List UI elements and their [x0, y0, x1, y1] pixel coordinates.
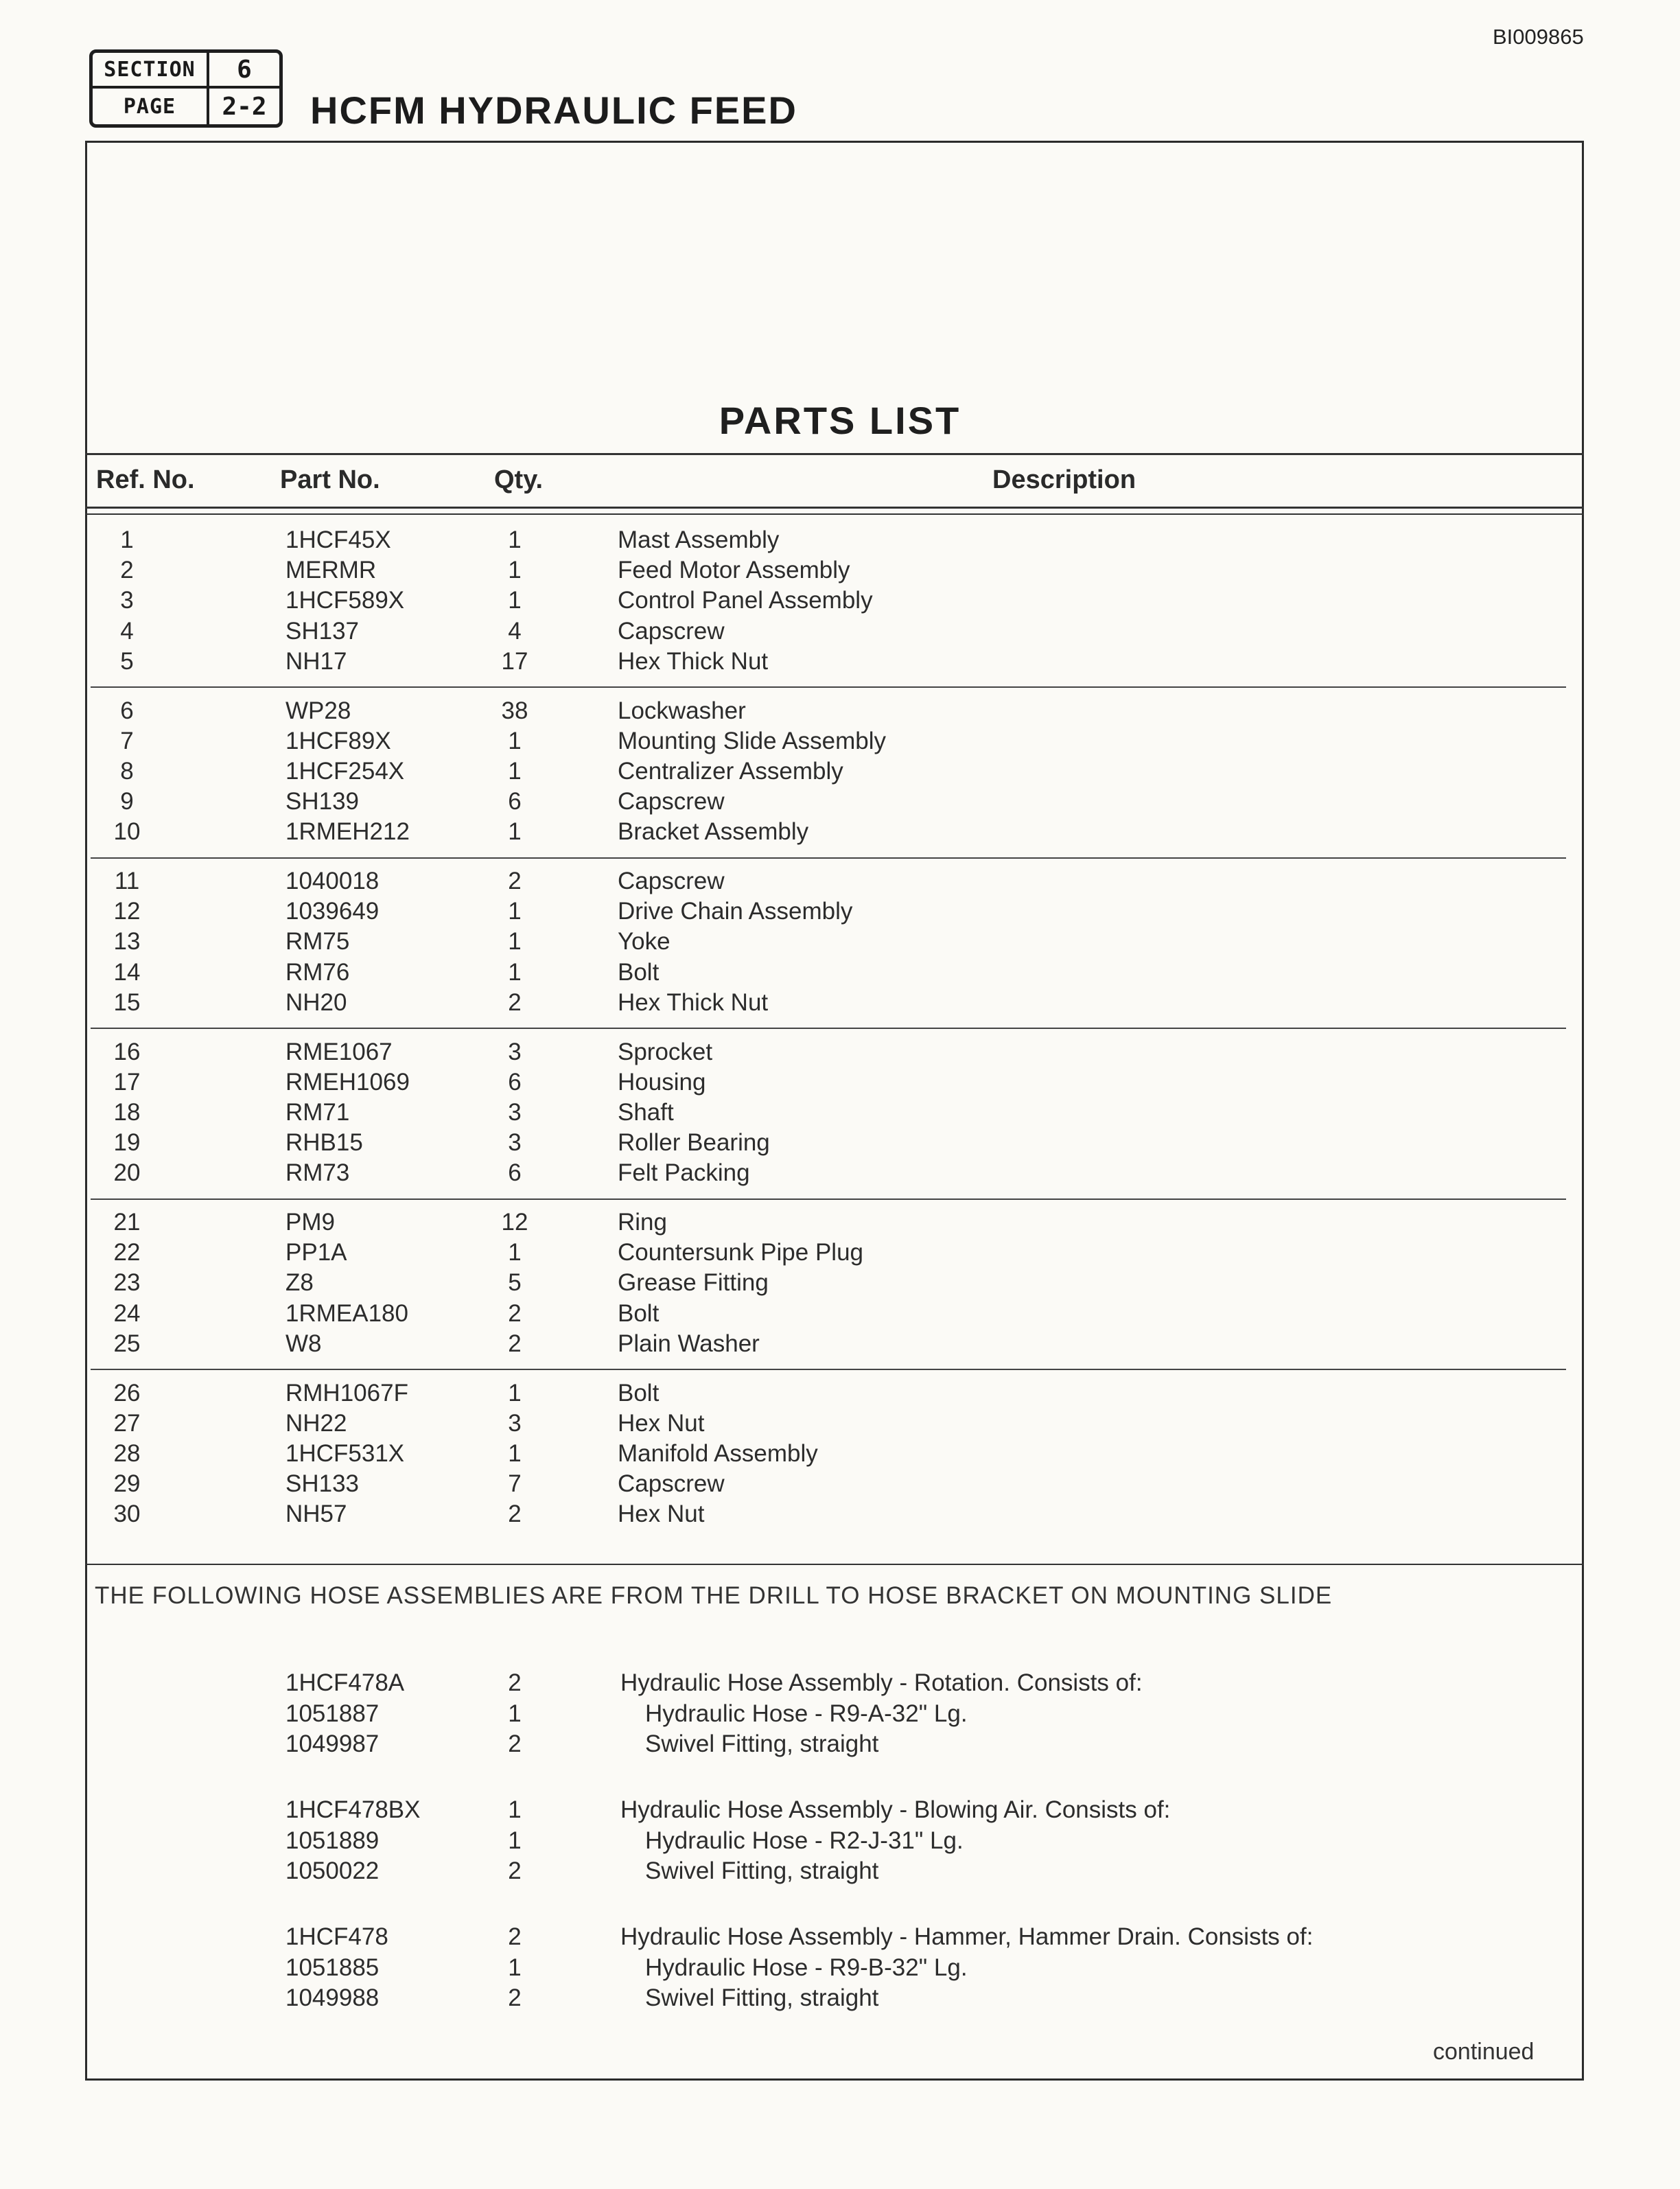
part-no: NH17: [285, 647, 347, 675]
part-no: RM73: [285, 1159, 350, 1187]
ref-no: 17: [113, 1068, 141, 1096]
hose-qty: 2: [508, 1984, 522, 2011]
ref-no: 20: [113, 1159, 141, 1187]
hose-description: Swivel Fitting, straight: [645, 1857, 879, 1884]
part-no: 1HCF45X: [285, 526, 391, 553]
ref-no: 5: [120, 647, 134, 675]
part-no: RME1067: [285, 1038, 393, 1065]
qty: 2: [508, 1299, 522, 1327]
description: Centralizer Assembly: [618, 757, 843, 785]
qty: 17: [501, 647, 528, 675]
part-no: RM75: [285, 928, 350, 955]
hose-qty: 1: [508, 1700, 522, 1727]
hose-part-no: 1HCF478BX: [285, 1796, 421, 1823]
document-id: BI009865: [1493, 25, 1584, 49]
part-no: 1040018: [285, 868, 380, 894]
hose-qty: 1: [508, 1796, 522, 1823]
ref-no: 18: [113, 1098, 141, 1126]
part-no: SH137: [285, 617, 360, 645]
hose-part-no: 1049988: [285, 1984, 380, 2011]
ref-no: 8: [120, 757, 134, 785]
hose-qty: 2: [508, 1669, 522, 1696]
part-no: SH139: [285, 788, 360, 815]
description: Grease Fitting: [618, 1269, 769, 1297]
hose-description: Hydraulic Hose - R2-J-31" Lg.: [645, 1827, 964, 1854]
part-no: 1HCF531X: [285, 1439, 405, 1467]
description: Felt Packing: [618, 1159, 750, 1187]
hose-assemblies-note: THE FOLLOWING HOSE ASSEMBLIES ARE FROM THE DRILL TO HOSE BRACKET ON MOUNTING SLIDE: [95, 1582, 1333, 1609]
ref-no: 2: [120, 557, 134, 584]
part-no: 1HCF589X: [285, 587, 405, 614]
part-no: SH133: [285, 1470, 360, 1498]
qty: 12: [501, 1209, 528, 1236]
qty: 1: [508, 1439, 522, 1467]
parts-list-heading: [0, 398, 1680, 443]
section-page-badge: [89, 49, 283, 128]
qty: 6: [508, 1068, 522, 1096]
ref-no: 3: [120, 587, 134, 614]
qty: 5: [508, 1269, 522, 1297]
ref-no: 4: [120, 617, 134, 645]
ref-no: 23: [113, 1269, 141, 1297]
description: Shaft: [618, 1098, 674, 1126]
hose-part-no: 1HCF478A: [285, 1669, 405, 1696]
parts-list-heading-text: PARTS LIST: [719, 399, 961, 442]
description: Bracket Assembly: [618, 818, 809, 846]
hose-qty: 1: [508, 1827, 522, 1854]
part-no: PP1A: [285, 1239, 347, 1266]
description: Ring: [618, 1209, 667, 1236]
qty: 2: [508, 1330, 522, 1357]
header-qty: Qty.: [494, 465, 544, 494]
ref-no: 26: [113, 1379, 141, 1406]
part-no: 1039649: [285, 898, 380, 925]
qty: 3: [508, 1038, 522, 1065]
ref-no: 21: [113, 1209, 141, 1236]
ref-no: 22: [113, 1239, 141, 1266]
section-value: 6: [209, 53, 279, 89]
part-no: RMEH1069: [285, 1068, 410, 1096]
ref-no: 16: [113, 1038, 141, 1065]
header-ref-no: Ref. No.: [96, 465, 195, 494]
description: Bolt: [618, 958, 660, 986]
group-divider: [91, 1369, 1566, 1370]
hose-section-rule: [85, 1564, 1584, 1565]
part-no: RMH1067F: [285, 1379, 408, 1406]
header-bottom-rule: [85, 507, 1584, 509]
qty: 1: [508, 928, 522, 955]
ref-no: 24: [113, 1299, 141, 1327]
hose-qty: 2: [508, 1923, 522, 1950]
ref-no: 6: [120, 697, 134, 724]
description: Sprocket: [618, 1038, 713, 1065]
description: Bolt: [618, 1379, 660, 1406]
description: Housing: [618, 1068, 706, 1096]
qty: 3: [508, 1098, 522, 1126]
part-no: MERMR: [285, 557, 377, 584]
ref-no: 13: [113, 928, 141, 955]
qty: 1: [508, 587, 522, 614]
hose-description: Hydraulic Hose Assembly - Rotation. Consists of:: [620, 1669, 1143, 1696]
ref-no: 9: [120, 788, 134, 815]
qty: 1: [508, 958, 522, 986]
part-no: RM76: [285, 958, 350, 986]
description: Capscrew: [618, 868, 725, 894]
qty: 6: [508, 1159, 522, 1187]
qty: 1: [508, 1239, 522, 1266]
ref-no: 10: [113, 818, 141, 846]
qty: 6: [508, 788, 522, 815]
hose-description: Hydraulic Hose Assembly - Blowing Air. Consists of:: [620, 1796, 1171, 1823]
part-no: NH22: [285, 1409, 347, 1437]
qty: 1: [508, 1379, 522, 1406]
section-label: SECTION: [93, 53, 209, 89]
group-divider: [91, 1028, 1566, 1029]
qty: 1: [508, 818, 522, 846]
qty: 3: [508, 1409, 522, 1437]
description: Capscrew: [618, 1470, 725, 1498]
hose-part-no: 1HCF478: [285, 1923, 388, 1950]
description: Capscrew: [618, 788, 725, 815]
description: Feed Motor Assembly: [618, 557, 850, 584]
part-no: W8: [285, 1330, 322, 1357]
description: Yoke: [618, 928, 670, 955]
ref-no: 14: [113, 958, 141, 986]
hose-description: Swivel Fitting, straight: [645, 1730, 879, 1757]
hose-part-no: 1049987: [285, 1730, 380, 1757]
ref-no: 15: [113, 988, 141, 1016]
description: Hex Nut: [618, 1409, 705, 1437]
description: Drive Chain Assembly: [618, 898, 853, 925]
description: Hex Thick Nut: [618, 647, 769, 675]
hose-part-no: 1051889: [285, 1827, 380, 1854]
part-no: 1RMEA180: [285, 1299, 408, 1327]
ref-no: 27: [113, 1409, 141, 1437]
page-label: PAGE: [93, 89, 209, 124]
ref-no: 25: [113, 1330, 141, 1357]
ref-no: 19: [113, 1129, 141, 1157]
part-no: RHB15: [285, 1129, 363, 1157]
qty: 1: [508, 898, 522, 925]
qty: 1: [508, 526, 522, 553]
hose-qty: 2: [508, 1730, 522, 1757]
header-description: Description: [992, 465, 1136, 494]
ref-no: 30: [113, 1501, 141, 1528]
group-divider: [91, 857, 1566, 859]
hose-part-no: 1050022: [285, 1857, 380, 1884]
ref-no: 1: [120, 526, 134, 553]
qty: 2: [508, 1501, 522, 1528]
qty: 2: [508, 868, 522, 894]
ref-no: 7: [120, 727, 134, 754]
ref-no: 29: [113, 1470, 141, 1498]
group-divider: [91, 1198, 1566, 1200]
qty: 4: [508, 617, 522, 645]
document-title: HCFM HYDRAULIC FEED: [310, 89, 797, 132]
part-no: RM71: [285, 1098, 350, 1126]
description: Bolt: [618, 1299, 660, 1327]
description: Mounting Slide Assembly: [618, 727, 887, 754]
description: Capscrew: [618, 617, 725, 645]
description: Hex Thick Nut: [618, 988, 769, 1016]
ref-no: 11: [114, 868, 140, 894]
part-no: WP28: [285, 697, 351, 724]
description: Countersunk Pipe Plug: [618, 1239, 863, 1266]
header-part-no: Part No.: [280, 465, 380, 494]
hose-qty: 1: [508, 1954, 522, 1981]
part-no: PM9: [285, 1209, 335, 1236]
part-no: 1HCF254X: [285, 757, 405, 785]
group-divider: [91, 686, 1566, 688]
ref-no: 12: [113, 898, 141, 925]
part-no: Z8: [285, 1269, 314, 1297]
description: Roller Bearing: [618, 1129, 770, 1157]
qty: 38: [501, 697, 528, 724]
hose-part-no: 1051885: [285, 1954, 380, 1981]
part-no: NH57: [285, 1501, 347, 1528]
ref-no: 28: [113, 1439, 141, 1467]
header-bottom-rule-double: [85, 513, 1584, 515]
part-no: 1RMEH212: [285, 818, 410, 846]
description: Hex Nut: [618, 1501, 705, 1528]
qty: 1: [508, 557, 522, 584]
qty: 3: [508, 1129, 522, 1157]
hose-description: Hydraulic Hose - R9-A-32" Lg.: [645, 1700, 968, 1727]
hose-part-no: 1051887: [285, 1700, 380, 1727]
description: Control Panel Assembly: [618, 587, 873, 614]
qty: 7: [508, 1470, 522, 1498]
continued-label: continued: [1433, 2039, 1535, 2065]
qty: 1: [508, 727, 522, 754]
description: Plain Washer: [618, 1330, 760, 1357]
qty: 2: [508, 988, 522, 1016]
hose-description: Hydraulic Hose - R9-B-32" Lg.: [645, 1954, 968, 1981]
qty: 1: [508, 757, 522, 785]
page-value: 2-2: [222, 92, 267, 121]
hose-description: Swivel Fitting, straight: [645, 1984, 879, 2011]
description: Lockwasher: [618, 697, 746, 724]
part-no: NH20: [285, 988, 347, 1016]
description: Mast Assembly: [618, 526, 780, 553]
hose-description: Hydraulic Hose Assembly - Hammer, Hammer Drain. Consists of:: [620, 1923, 1314, 1950]
description: Manifold Assembly: [618, 1439, 818, 1467]
header-top-rule: [85, 453, 1584, 455]
hose-qty: 2: [508, 1857, 522, 1884]
part-no: 1HCF89X: [285, 727, 391, 754]
